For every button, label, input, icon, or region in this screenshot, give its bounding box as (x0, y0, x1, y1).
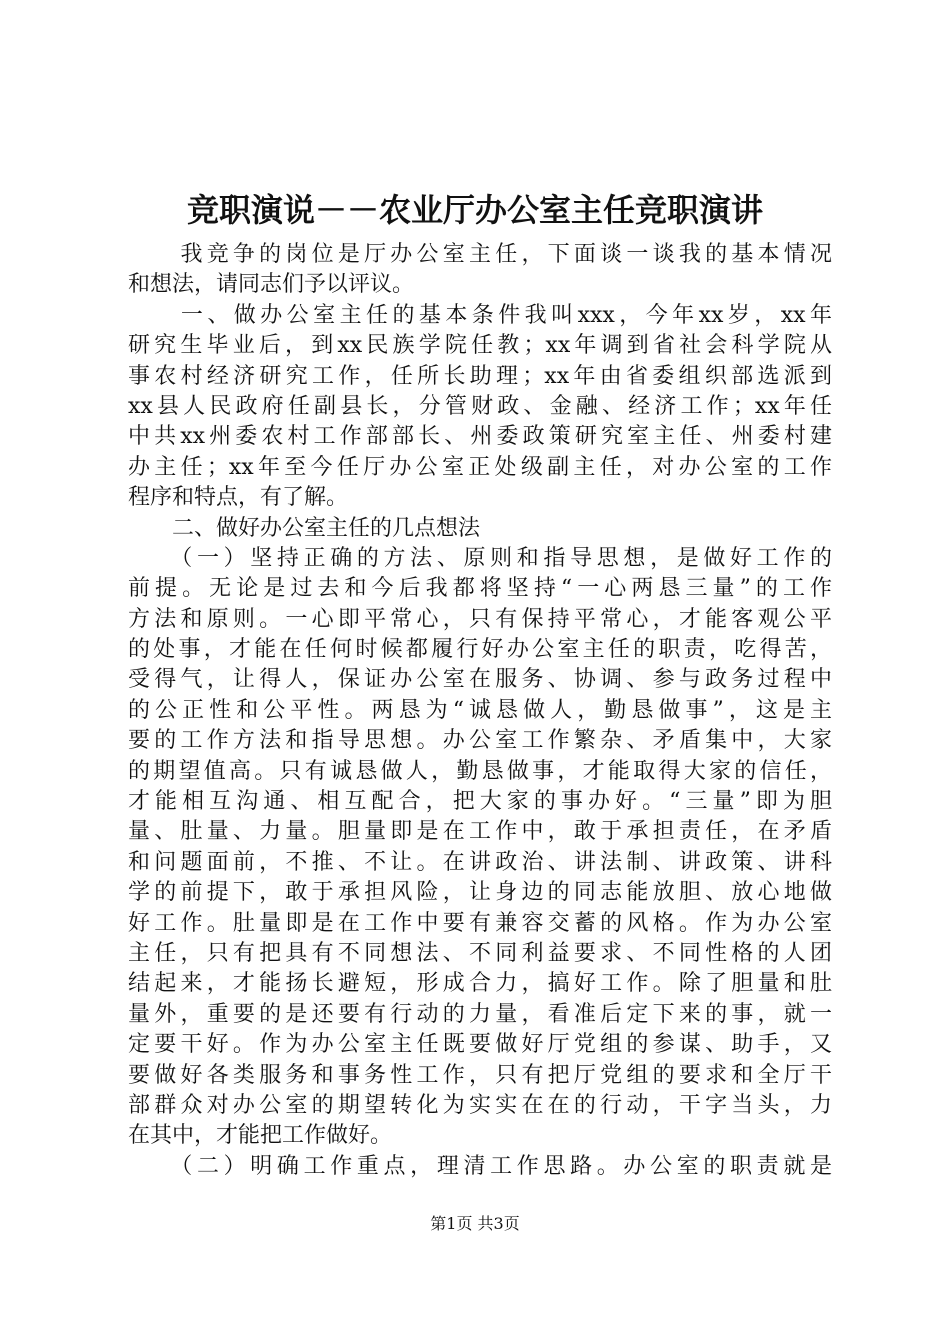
text-line: 结起来，才能扬长避短，形成合力，搞好工作。除了胆量和肚 (128, 971, 832, 997)
text-line: 好工作。肚量即是在工作中要有兼容交蓄的风格。作为办公室 (128, 910, 832, 936)
text-line: 学的前提下，敢于承担风险，让身边的同志能放胆、放心地做 (128, 880, 832, 906)
text-line: 要做好各类服务和事务性工作，只有把厅党组的要求和全厅干 (128, 1062, 832, 1088)
text-line: 中共xx州委农村工作部部长、州委政策研究室主任、州委村建 (128, 424, 832, 450)
text-line: 和问题面前，不推、不让。在讲政治、讲法制、讲政策、讲科 (128, 849, 832, 875)
text-line: 的公正性和公平性。两恳为“诚恳做人，勤恳做事”，这是主 (128, 697, 832, 723)
text-line: 程序和特点，有了解。 (128, 485, 349, 511)
text-line: 我竞争的岗位是厅办公室主任，下面谈一谈我的基本情况 (128, 242, 832, 267)
text-line: （二）明确工作重点，理清工作思路。办公室的职责就是 (128, 1153, 832, 1179)
text-line: 事农村经济研究工作，任所长助理；xx年由省委组织部选派到 (128, 363, 832, 389)
text-line: 主任，只有把具有不同想法、不同利益要求、不同性格的人团 (128, 940, 832, 966)
text-line: xx县人民政府任副县长，分管财政、金融、经济工作；xx年任 (128, 393, 832, 419)
text-line: 的处事，才能在任何时候都履行好办公室主任的职责，吃得苦， (128, 637, 832, 663)
text-line: 受得气，让得人，保证办公室在服务、协调、参与政务过程中 (128, 667, 832, 693)
text-line: 办主任；xx年至今任厅办公室正处级副主任，对办公室的工作 (128, 454, 832, 480)
text-line: 定要干好。作为办公室主任既要做好厅党组的参谋、助手，又 (128, 1032, 832, 1058)
page-footer: 第1页 共3页 (430, 1214, 520, 1233)
text-line: 量外，重要的是还要有行动的力量，看准后定下来的事，就一 (128, 1001, 832, 1027)
text-line: 的期望值高。只有诚恳做人，勤恳做事，才能取得大家的信任， (128, 758, 832, 784)
text-line: 在其中，才能把工作做好。 (128, 1123, 393, 1149)
document-title: 竞职演说－－农业厅办公室主任竞职演讲 (186, 191, 763, 229)
text-line: 一、做办公室主任的基本条件我叫xxx，今年xx岁，xx年 (128, 302, 832, 328)
text-line: （一）坚持正确的方法、原则和指导思想，是做好工作的 (128, 545, 832, 571)
text-line: 前提。无论是过去和今后我都将坚持“一心两恳三量”的工作 (128, 576, 832, 602)
text-line: 才能相互沟通、相互配合，把大家的事办好。“三量”即为胆 (128, 789, 832, 815)
document-body (128, 240, 832, 1182)
text-line: 方法和原则。一心即平常心，只有保持平常心，才能客观公平 (128, 606, 832, 632)
text-line: 要的工作方法和指导思想。办公室工作繁杂、矛盾集中，大家 (128, 728, 832, 754)
text-line: 研究生毕业后，到xx民族学院任教；xx年调到省社会科学院从 (128, 333, 832, 359)
text-line: 和想法，请同志们予以评议。 (128, 272, 415, 298)
text-line: 部群众对办公室的期望转化为实实在在的行动，干字当头，力 (128, 1092, 832, 1118)
text-line: 二、做好办公室主任的几点想法 (128, 515, 481, 541)
text-line: 量、肚量、力量。胆量即是在工作中，敢于承担责任，在矛盾 (128, 819, 832, 845)
